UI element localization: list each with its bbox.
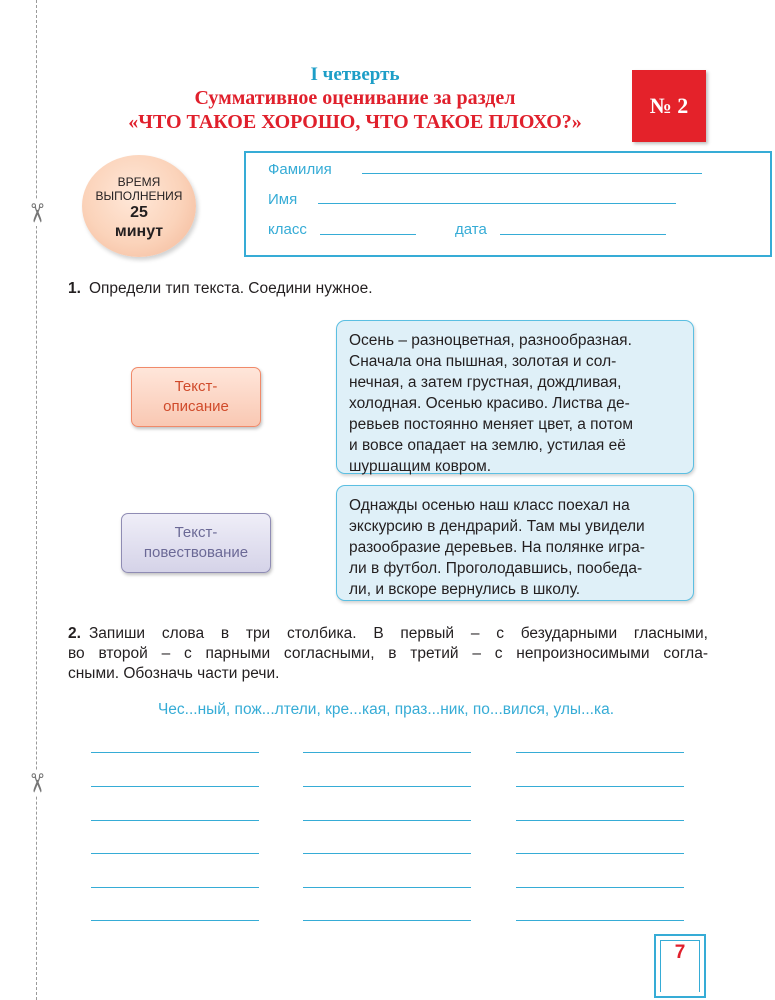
timer-label-2: ВЫПОЛНЕНИЯ	[95, 189, 183, 203]
class-field[interactable]	[320, 234, 416, 235]
answer-line-col-3[interactable]	[516, 887, 684, 888]
passage-line: Осень – разноцветная, разнообразная.	[349, 332, 632, 349]
label-text-narrative[interactable]	[121, 513, 271, 573]
date-field[interactable]	[500, 234, 666, 235]
answer-line-col-1[interactable]	[91, 786, 259, 787]
task-2-instruction	[68, 624, 708, 684]
answer-line-col-1[interactable]	[91, 853, 259, 854]
answer-line-col-2[interactable]	[303, 786, 471, 787]
answer-line-col-3[interactable]	[516, 752, 684, 753]
passage-line: нечная, а затем грустная, дождливая,	[349, 374, 622, 391]
label-narrative-line1: Текст-	[174, 524, 218, 541]
passage-line: Однажды осенью наш класс поехал на	[349, 497, 630, 514]
page-number-box	[654, 934, 706, 998]
text-passage-excursion[interactable]	[336, 485, 694, 601]
passage-line: шуршащим ковром.	[349, 458, 492, 475]
passage-line: холодная. Осенью красиво. Листва де-	[349, 395, 630, 412]
scissors-icon: ✂	[24, 770, 50, 796]
timer-minutes-unit: минут	[114, 223, 164, 240]
word-list: Чес...ный, пож...лтели, кре...кая, праз...ник, по...вился, улы...ка.	[157, 701, 615, 718]
label-narrative-line2: повествование	[143, 544, 249, 561]
task-1-text: Определи тип текста. Соедини нужное.	[88, 280, 373, 297]
label-description-line1: Текст-	[174, 378, 218, 395]
passage-line: ревьев постоянно меняет цвет, а потом	[349, 416, 634, 433]
answer-line-col-3[interactable]	[516, 786, 684, 787]
surname-field[interactable]	[362, 173, 702, 174]
quarter-label: I четверть	[310, 64, 400, 85]
task-1-number: 1.	[68, 280, 81, 297]
answer-line-col-3[interactable]	[516, 920, 684, 921]
label-description-line2: описание	[163, 398, 229, 415]
class-label: класс	[268, 221, 307, 238]
timer-minutes-number: 25	[130, 204, 148, 221]
answer-line-col-2[interactable]	[303, 887, 471, 888]
answer-line-col-3[interactable]	[516, 853, 684, 854]
passage-line: ли, и вскоре вернулись в школу.	[349, 581, 581, 598]
label-text-description[interactable]	[131, 367, 261, 427]
answer-line-col-1[interactable]	[91, 920, 259, 921]
surname-label: Фамилия	[268, 161, 332, 178]
task-2-line2: во второй – с парными согласными, в третий – с непроизносимыми согла-	[68, 645, 708, 662]
passage-line: Сначала она пышная, золотая и сол-	[349, 353, 617, 370]
name-field[interactable]	[318, 203, 676, 204]
answer-line-col-1[interactable]	[91, 887, 259, 888]
date-label: дата	[455, 221, 487, 238]
answer-line-col-3[interactable]	[516, 820, 684, 821]
answer-line-col-1[interactable]	[91, 752, 259, 753]
task-2-line3: сными. Обозначь части речи.	[68, 665, 280, 682]
passage-line: экскурсию в дендрарий. Там мы увидели	[349, 518, 645, 535]
time-limit-badge	[82, 155, 196, 257]
text-passage-autumn[interactable]	[336, 320, 694, 474]
answer-line-col-2[interactable]	[303, 920, 471, 921]
answer-line-col-1[interactable]	[91, 820, 259, 821]
task-2-number: 2.	[68, 625, 81, 642]
page-number: 7	[674, 942, 686, 963]
scissors-icon: ✂	[24, 200, 50, 226]
task-1-instruction	[68, 279, 373, 299]
timer-label-1: ВРЕМЯ	[117, 175, 161, 189]
passage-line: разообразие деревьев. На полянке игра-	[349, 539, 645, 556]
task-2-line1: Запиши слова в три столбика. В первый – с безударными гласными,	[88, 625, 708, 642]
answer-line-col-2[interactable]	[303, 752, 471, 753]
cut-line	[36, 0, 37, 1000]
assessment-number-badge: № 2	[632, 70, 706, 142]
passage-line: и вовсе опадает на землю, устилая её	[349, 437, 626, 454]
section-title: Суммативное оценивание за раздел	[194, 87, 516, 109]
section-title-quote: «ЧТО ТАКОЕ ХОРОШО, ЧТО ТАКОЕ ПЛОХО?»	[128, 111, 582, 133]
answer-line-col-2[interactable]	[303, 853, 471, 854]
page-header	[90, 64, 620, 134]
passage-line: ли в футбол. Проголодавшись, пообеда-	[349, 560, 643, 577]
answer-line-col-2[interactable]	[303, 820, 471, 821]
name-label: Имя	[268, 191, 298, 208]
